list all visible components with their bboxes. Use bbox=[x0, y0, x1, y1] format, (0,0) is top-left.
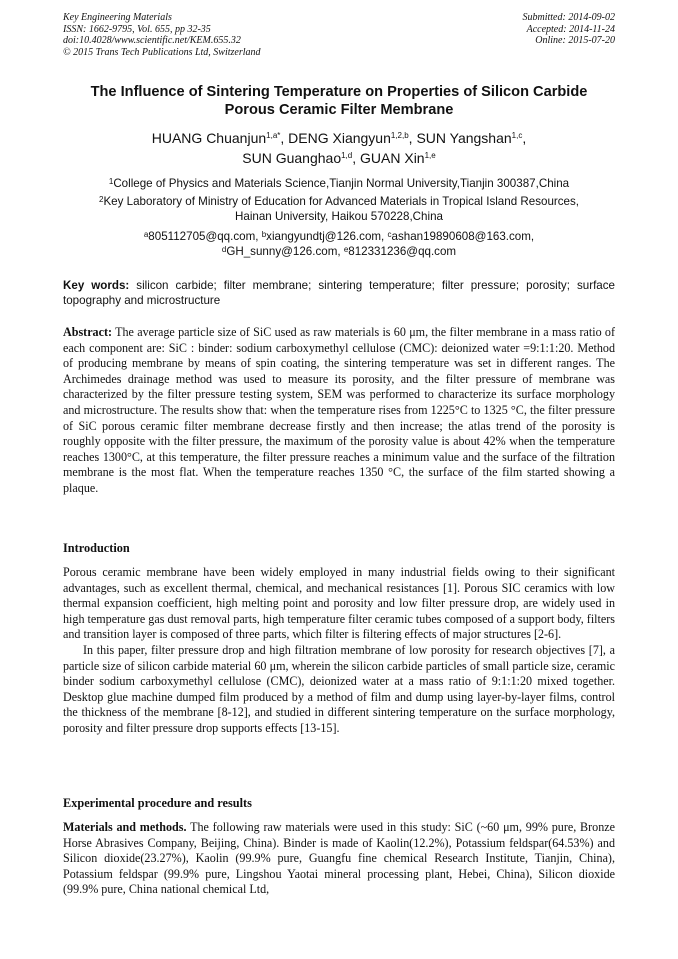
email-link[interactable]: GH_sunny@126.com, bbox=[226, 245, 344, 258]
journal-name: Key Engineering Materials bbox=[63, 12, 172, 23]
accepted-date: Accepted: 2014-11-24 bbox=[526, 23, 615, 35]
materials-text: The following raw materials were used in this study: SiC (~60 μm, 99% pure, Bronze Horse Abrasives Company, Beijing, China). Binder is made of Kaolin(12.2%), Potassium feldspar(64.53%) and Silicon dioxide(23.27%), Kaolin (99.9% pure, Guangfu fine chemical Research Institute, Tianjin, China), Potassium feldspar (99.9% pure, Lingshou Yaotai mineral processing plant, Hebei, China), Silicon dioxide (99.9% pure, China national chemical Ltd, bbox=[63, 820, 615, 897]
email-link[interactable]: ashan19890608@163.com, bbox=[391, 230, 535, 243]
affiliation-1: $^1$College of Physics and Materials Science,Tianjin Normal University,Tianjin 300387,China bbox=[108, 177, 570, 190]
email-link[interactable]: 812331236@qq.com bbox=[348, 245, 457, 258]
email-link[interactable]: xiangyundtj@126.com, bbox=[266, 230, 388, 243]
materials-label: Materials and methods. bbox=[63, 820, 187, 834]
affiliation-2: $^2$Key Laboratory of Ministry of Education for Advanced Materials in Tropical Island Resources, Hainan University, Haikou 570228,China bbox=[98, 195, 580, 223]
author-name: SUN Guanghao bbox=[242, 150, 342, 166]
doi-line: doi:10.4028/www.scientific.net/KEM.655.32 bbox=[63, 35, 241, 46]
email-list: $^a$805112705@qq.com, $^b$xiangyundtj@126.com, $^c$ashan19890608@163.com, $^d$GH_sunny@126.com, $^e$812331236@qq.com bbox=[143, 230, 535, 258]
experimental-heading: Experimental procedure and results bbox=[63, 796, 252, 810]
introduction-heading: Introduction bbox=[63, 541, 130, 555]
introduction-paragraph-2: In this paper, filter pressure drop and high filtration membrane of low porosity for research objectives [7], a particle size of silicon carbide material 60 μm, wherein the silicon carbide particles of small particle size, ceramic binder sodium carboxymethyl cellulose (CMC), deionized water at a mass ratio of 9:1:1:20 mixed together. Desktop glue machine dumped film produced by a method of film and dump using layer-by-layer films, control the thickness of the membrane [8-12], and studied in different sintering temperature on the surface morphology, porosity and filter pressure drop supports effects [13-15]. bbox=[63, 642, 615, 735]
copyright-line: © 2015 Trans Tech Publications Ltd, Switzerland bbox=[63, 46, 261, 58]
online-date: Online: 2015-07-20 bbox=[535, 35, 615, 46]
author-list: HUANG Chuanjun$^{1,a*}$, DENG Xiangyun$^{1,2,b}$, SUN Yangshan$^{1,c}$, SUN Guanghao$^{1,d}$, GUAN Xin$^{1,e}$ bbox=[151, 130, 527, 166]
author-name: GUAN Xin bbox=[360, 150, 425, 166]
introduction-body bbox=[63, 565, 615, 737]
issn-line: ISSN: 1662-9795, Vol. 655, pp 32-35 bbox=[63, 23, 211, 35]
keywords-text: silicon carbide; filter membrane; sintering temperature; filter pressure; porosity; surface topography and microstructure bbox=[63, 279, 615, 307]
keywords-label: Key words: bbox=[63, 279, 130, 292]
abstract bbox=[63, 325, 615, 497]
submitted-date: Submitted: 2014-09-02 bbox=[522, 12, 615, 23]
abstract-label: Abstract: bbox=[63, 325, 113, 339]
paper-title: The Influence of Sintering Temperature on Properties of Silicon Carbide Porous Ceramic Filter Membrane bbox=[90, 84, 588, 118]
author-name: DENG Xiangyun bbox=[288, 130, 391, 146]
introduction-paragraph-1: Porous ceramic membrane have been widely employed in many industrial fields owing to their significant advantages, such as excellent thermal, chemical, and mechanical resistances [1]. Porous SIC ceramics with low thermal expansion coefficient, high melting point and porosity and low filter pressure drop, are widely used in high temperature gas dust removal parts, high temperature filter ceramic tubes composed of a support body, filters and transition layer is composed of three parts, which filter is filtering effects of major structures [2-6]. bbox=[63, 565, 615, 642]
author-name: HUANG Chuanjun bbox=[151, 130, 267, 146]
materials-methods bbox=[63, 820, 615, 898]
dates-header bbox=[523, 12, 616, 47]
journal-header bbox=[63, 12, 261, 58]
author-name: SUN Yangshan bbox=[416, 130, 512, 146]
abstract-text: The average particle size of SiC used as raw materials is 60 μm, the filter membrane in a mass ratio of each component are: SiC : binder: sodium carboxymethyl cellulose (CMC): deionized water =9:1:1:20. Method of producing membrane by means of spin coating, the sintering temperature was set in different ranges. The Archimedes drainage method was used to measure its porosity, and the filter pressure of membrane was characterized by the filter pressure testing system, SEM was performed to characterize its surface morphology and microstructure. The results show that: when the temperature rises from 1225°C to 1325 °C, the filter pressure of SiC porous ceramic filter membrane decrease firstly and then increase; the atlas trend of the porosity is roughly opposite with the filter pressure, the maximum of the porosity value is about 42% when the temperature reaches 1300°C, at this temperature, the filter pressure reaches a minimum value and the surface of the filtration membrane is the most flat. When the temperature reaches 1350 °C, the surface of the film started showing a plaque. bbox=[63, 325, 615, 495]
keywords bbox=[63, 278, 615, 308]
email-link[interactable]: 805112705@qq.com, bbox=[148, 230, 262, 243]
